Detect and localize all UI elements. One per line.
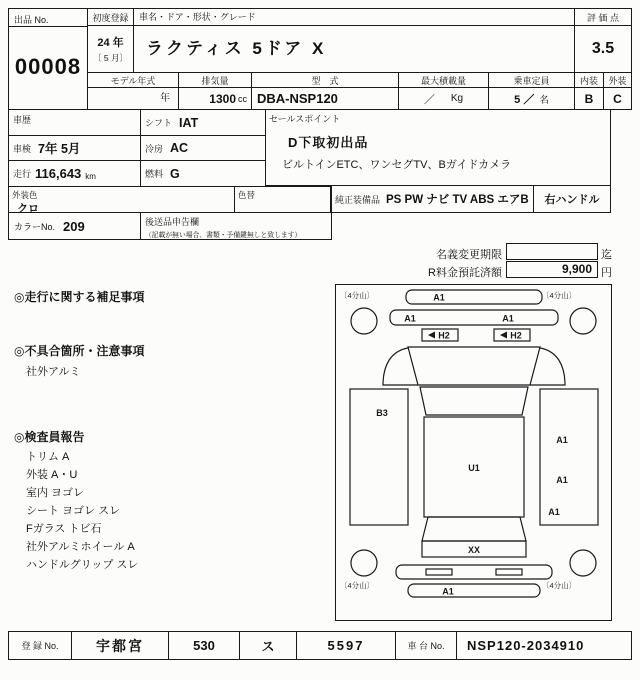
- shift-cell: [140, 109, 266, 136]
- mark-floor: U1: [468, 463, 480, 473]
- later-goods-cell: [140, 212, 332, 240]
- exterior-color-cell: [8, 186, 235, 213]
- rear-reflector-left-shape: [426, 569, 452, 575]
- inspector-item: 外装 A・U: [26, 469, 78, 481]
- sales-point-line2: ビルトインETC、ワンセグTV、Bガイドカメラ: [282, 159, 512, 171]
- mark-front-panel-left: A1: [404, 313, 416, 324]
- interior-label: 内装: [574, 72, 604, 88]
- mark-left-door: B3: [376, 408, 388, 418]
- first-registration-month: 〔 5 月〕: [93, 53, 128, 63]
- rear-panel-shape: [396, 565, 552, 579]
- sales-point-box: [265, 109, 611, 186]
- color-no-value: 209: [63, 218, 85, 234]
- max-load-unit: Kg: [450, 93, 464, 104]
- displacement-label: 排気量: [178, 72, 252, 88]
- inspector-item: シート ヨゴレ スレ: [26, 505, 121, 517]
- hood-shape: [408, 347, 540, 385]
- fuel-cell: [140, 160, 266, 187]
- fuel-label: 燃料: [145, 169, 164, 179]
- tire-tread-label: 〔4分山〕: [542, 291, 577, 300]
- arrow-left-icon: [500, 332, 507, 339]
- interior-grade: B: [574, 87, 604, 110]
- arrow-left-icon: [428, 332, 435, 339]
- color-change-cell: [234, 186, 332, 213]
- mark-front-bumper: A1: [433, 292, 445, 303]
- score-value: 3.5: [591, 40, 615, 57]
- tire-tread-label: 〔4分山〕: [340, 581, 375, 590]
- shift-value: IAT: [179, 115, 199, 130]
- right-side-shape: [540, 389, 598, 525]
- capacity-number: 5 ／: [514, 93, 535, 106]
- windshield-shape: [420, 387, 528, 415]
- registration-area: 宇都宮: [71, 631, 169, 660]
- mark-rear-bumper: A1: [442, 586, 454, 597]
- history-cell: 車歴: [8, 109, 141, 136]
- rear-glass-shape: [422, 517, 526, 541]
- registration-no-label: 登 録 No.: [8, 631, 72, 660]
- inspector-item: 室内 ヨゴレ: [26, 487, 85, 499]
- later-goods-label: 後送品申告欄: [145, 217, 200, 227]
- mileage-notes-title: ◎走行に関する補足事項: [14, 290, 145, 304]
- mark-right-door-front: A1: [556, 435, 568, 445]
- mark-front-panel-right: A1: [502, 313, 514, 324]
- steering-cell: 右ハンドル: [533, 185, 611, 213]
- model-year-label: モデル年式: [87, 72, 179, 88]
- displacement-value: [178, 87, 252, 110]
- mark-headlight-right: H2: [510, 330, 522, 341]
- wheel-front-right-icon: [570, 308, 596, 334]
- inspector-item: 社外アルミホイール A: [26, 541, 135, 553]
- mileage-value: 116,643: [35, 166, 82, 181]
- color-change-label: 色替: [238, 190, 256, 200]
- max-load-label: 最大積載量: [398, 72, 489, 88]
- first-registration-year: 24 年: [97, 37, 124, 49]
- registration-number: 5597: [296, 631, 396, 660]
- car-name-label: 車名・ドア・形状・グレード: [133, 8, 575, 26]
- rear-reflector-right-shape: [496, 569, 522, 575]
- mileage-unit: km: [85, 172, 96, 181]
- first-registration-value: [87, 25, 134, 73]
- exterior-label: 外装: [603, 72, 632, 88]
- wheel-rear-left-icon: [351, 550, 377, 576]
- capacity-value: [488, 87, 575, 110]
- model-year-value: 年: [87, 87, 179, 110]
- color-no-cell: [8, 212, 141, 240]
- mark-right-quarter: A1: [548, 507, 560, 517]
- rear-bumper-shape: [408, 584, 540, 597]
- mark-rear-gate: XX: [467, 545, 481, 555]
- damage-marks: [376, 293, 568, 597]
- inspector-item: トリム A: [26, 451, 70, 463]
- model-code-label: 型 式: [251, 72, 399, 88]
- model-code-value: DBA-NSP120: [251, 87, 399, 110]
- front-bumper-shape: [406, 290, 542, 304]
- cooling-cell: [140, 135, 266, 161]
- exterior-color-value: クロ: [17, 203, 39, 215]
- chassis-no-label: 車 台 No.: [395, 631, 457, 660]
- mark-headlight-left: H2: [438, 330, 450, 341]
- tire-tread-label: 〔4分山〕: [542, 581, 577, 590]
- displacement-number: 1300: [209, 91, 236, 106]
- transfer-deadline-box: [506, 243, 598, 260]
- inspector-item: ハンドルグリップ スレ: [26, 559, 139, 571]
- defect-item: 社外アルミ: [26, 366, 81, 378]
- inspector-item: Fガラス トビ石: [26, 523, 102, 535]
- registration-kana: ス: [239, 631, 297, 660]
- capacity-unit: 名: [539, 94, 549, 106]
- mileage-cell: [8, 160, 141, 187]
- inspector-report-title: ◎検査員報告: [14, 430, 85, 444]
- first-registration-label: 初度登録: [87, 8, 134, 26]
- exterior-grade: C: [603, 87, 632, 110]
- mark-right-door-rear: A1: [556, 475, 568, 485]
- equipment-value: PS PW ナビ TV ABS エアB: [386, 194, 529, 206]
- equipment-label: 純正装備品: [335, 194, 381, 205]
- fuel-value: G: [170, 166, 180, 181]
- car-damage-diagram: [336, 285, 611, 620]
- inspection-cell: [8, 135, 141, 161]
- recycle-fee-unit: 円: [601, 267, 612, 279]
- displacement-unit: cc: [238, 93, 247, 104]
- recycle-fee-label: R料金預託済額: [428, 267, 502, 279]
- color-no-label: カラーNo.: [14, 221, 56, 232]
- cooling-value: AC: [170, 141, 189, 155]
- exhibit-no-box: [8, 8, 88, 110]
- max-load-slash: ／: [423, 93, 435, 106]
- cooling-label: 冷房: [145, 143, 164, 154]
- shift-label: シフト: [145, 118, 173, 128]
- max-load-value: [398, 87, 489, 110]
- transfer-deadline-label: 名義変更期限: [436, 249, 502, 261]
- equipment-cell: [330, 185, 534, 213]
- inspection-value: 7年 5月: [38, 142, 81, 156]
- tire-tread-label: 〔4分山〕: [340, 291, 375, 300]
- damage-diagram-box: [335, 284, 612, 621]
- recycle-fee-value: 9,900: [506, 261, 598, 278]
- exhibit-no-value: 00008: [14, 54, 82, 79]
- wheel-front-left-icon: [351, 308, 377, 334]
- sales-point-line1: D下取初出品: [288, 135, 369, 150]
- transfer-deadline-suffix: 迄: [601, 249, 612, 261]
- chassis-no-value: NSP120-2034910: [456, 631, 632, 660]
- car-name-value: ラクティス 5ドア X: [133, 25, 575, 73]
- exterior-color-label: 外装色: [12, 190, 38, 200]
- exhibit-no-label: 出品 No.: [9, 9, 87, 27]
- later-goods-note: （記載が無い場合、書類・予備鍵無しと致します）: [145, 232, 302, 239]
- score-box: [574, 8, 632, 73]
- wheel-rear-right-icon: [570, 550, 596, 576]
- defects-title: ◎不具合箇所・注意事項: [14, 344, 145, 358]
- inspection-label: 車検: [13, 143, 32, 154]
- score-label: 評 価 点: [575, 9, 631, 26]
- mileage-label: 走行: [13, 169, 32, 179]
- capacity-label: 乗車定員: [488, 72, 575, 88]
- sales-point-label: セールスポイント: [269, 114, 341, 124]
- registration-class: 530: [168, 631, 240, 660]
